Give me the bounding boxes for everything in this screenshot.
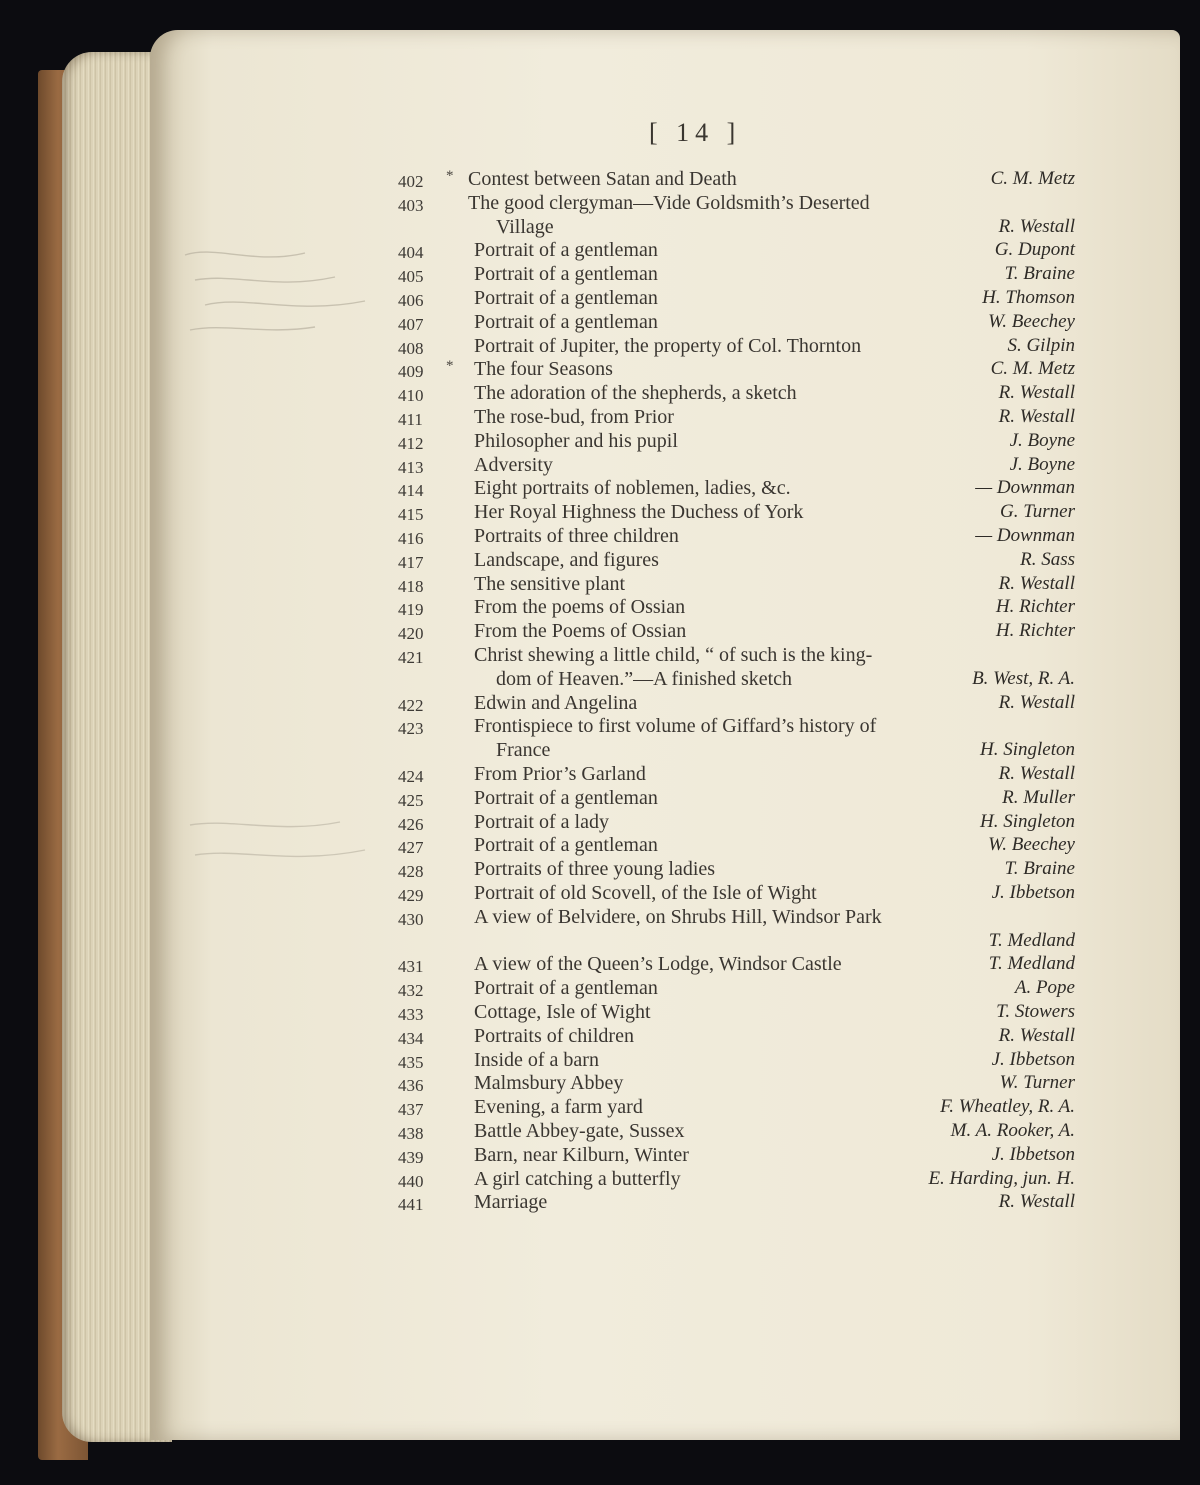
entry-title: Portrait of a gentleman [474, 239, 658, 262]
entry-title: A view of the Queen’s Lodge, Windsor Castle [474, 953, 842, 976]
entry-artist: R. Westall [998, 382, 1075, 404]
entry-number: 402 [398, 172, 424, 191]
entry-artist: T. Braine [1004, 858, 1075, 880]
entry-artist: R. Westall [998, 763, 1075, 784]
entry-artist: R. Muller [1002, 786, 1075, 808]
entry-artist: J. Ibbetson [991, 882, 1075, 903]
entry-title: Cottage, Isle of Wight [474, 1001, 651, 1023]
entry-artist: R. Westall [998, 1191, 1075, 1213]
entry-row [0, 1168, 1200, 1192]
entry-row [0, 715, 1200, 762]
entry-title-continued: Village [496, 215, 554, 238]
entry-artist: R. Westall [998, 691, 1075, 713]
entry-number: 419 [398, 600, 424, 620]
entry-title: Evening, a farm yard [474, 1096, 643, 1119]
entry-number: 426 [398, 814, 424, 834]
entry-number: 421 [398, 648, 424, 667]
entry-artist: — Downman [975, 525, 1075, 546]
entry-row [0, 811, 1200, 835]
entry-row [0, 287, 1200, 311]
entry-number: 431 [398, 957, 424, 977]
entry-title: Portrait of a lady [474, 810, 609, 833]
entry-row [0, 239, 1200, 263]
entry-artist: R. Sass [1020, 548, 1075, 570]
entry-number: 434 [398, 1028, 424, 1048]
entry-number: 405 [398, 267, 424, 287]
entry-artist: F. Wheatley, R. A. [940, 1096, 1075, 1118]
entry-number: 432 [398, 981, 424, 1001]
entry-artist: H. Thomson [982, 287, 1075, 308]
entry-artist: T. Braine [1004, 263, 1075, 285]
entry-title: Barn, near Kilburn, Winter [474, 1143, 689, 1166]
entry-number: 411 [398, 410, 423, 429]
entry-artist: R. Westall [998, 406, 1075, 427]
entry-number: 406 [398, 291, 424, 310]
entry-number: 440 [398, 1171, 424, 1191]
entry-row [0, 477, 1200, 501]
entry-number: 430 [398, 909, 424, 929]
entry-artist: M. A. Rooker, A. [950, 1120, 1075, 1141]
entry-row [0, 382, 1200, 406]
entry-title: Marriage [474, 1191, 548, 1214]
entry-row [0, 1025, 1200, 1049]
entry-title: Portraits of three children [474, 525, 679, 547]
entry-number: 424 [398, 767, 424, 786]
entry-artist: J. Boyne [1009, 453, 1075, 475]
entry-artist: W. Turner [999, 1072, 1075, 1094]
entry-title: From the Poems of Ossian [474, 620, 687, 643]
entry-row [0, 1120, 1200, 1144]
entry-row [0, 311, 1200, 335]
entry-artist: G. Dupont [994, 239, 1075, 261]
entry-artist: H. Richter [995, 620, 1075, 642]
entry-row [0, 596, 1200, 620]
entry-artist: A. Pope [1014, 977, 1075, 999]
entry-title: Inside of a barn [474, 1048, 599, 1071]
entry-title: Malmsbury Abbey [474, 1072, 624, 1095]
entry-number: 441 [398, 1195, 424, 1215]
entry-row [0, 191, 1200, 238]
entry-artist: T. Medland [988, 953, 1075, 975]
entry-title: A girl catching a butterfly [474, 1167, 681, 1190]
entry-artist: H. Singleton [980, 739, 1075, 761]
entry-row [0, 858, 1200, 882]
entry-artist: S. Gilpin [1007, 334, 1075, 356]
entry-row [0, 787, 1200, 811]
entry-number: 410 [398, 386, 424, 406]
entry-title: Portrait of old Scovell, of the Isle of Wight [474, 882, 817, 904]
entry-row [0, 430, 1200, 454]
entry-artist: G. Turner [1000, 501, 1075, 523]
entry-row [0, 644, 1200, 690]
entry-number: 418 [398, 576, 424, 596]
entry-title: The four Seasons [474, 358, 613, 381]
entry-title: Battle Abbey-gate, Sussex [474, 1120, 685, 1142]
entry-number: 437 [398, 1100, 424, 1120]
entry-title: Portrait of a gentleman [474, 786, 658, 809]
entry-row [0, 406, 1200, 430]
entry-artist: C. M. Metz [990, 168, 1075, 189]
entry-artist: J. Ibbetson [991, 1143, 1075, 1165]
entry-title: Portrait of a gentleman [474, 263, 658, 286]
entry-row [0, 525, 1200, 549]
entry-row [0, 953, 1200, 977]
entry-number: 403 [398, 195, 424, 215]
entry-title: Portrait of a gentleman [474, 310, 658, 333]
entry-artist: J. Boyne [1009, 429, 1075, 451]
entry-number: 433 [398, 1005, 424, 1024]
entry-artist: E. Harding, jun. H. [928, 1167, 1075, 1189]
entry-title: Contest between Satan and Death [468, 168, 737, 190]
entry-row [0, 834, 1200, 858]
entry-number: 420 [398, 624, 424, 644]
entry-title: Portrait of a gentleman [474, 287, 658, 309]
entry-number: 407 [398, 314, 424, 334]
entry-row [0, 905, 1200, 951]
entry-title: Christ shewing a little child, “ of such is the king- [474, 644, 873, 666]
entry-title: Eight portraits of noblemen, ladies, &c. [474, 477, 791, 500]
entry-artist: R. Westall [998, 1024, 1075, 1046]
entry-number: 413 [398, 457, 424, 477]
entry-row [0, 620, 1200, 644]
entry-row [0, 1096, 1200, 1120]
entry-row [0, 763, 1200, 787]
entry-artist: W. Beechey [988, 834, 1075, 856]
entry-row [0, 1072, 1200, 1096]
entry-title: Philosopher and his pupil [474, 429, 678, 452]
entry-title-continued: dom of Heaven.”—A finished sketch [496, 667, 793, 690]
entry-title: From the poems of Ossian [474, 596, 686, 619]
entry-number: 425 [398, 790, 424, 810]
page-number: [ 14 ] [649, 118, 742, 147]
entry-row [0, 882, 1200, 906]
entry-asterisk: * [446, 168, 454, 184]
entry-row [0, 1144, 1200, 1168]
entry-number: 436 [398, 1076, 424, 1096]
entry-title: Portraits of children [474, 1024, 634, 1047]
entry-title: Portraits of three young ladies [474, 858, 716, 881]
entry-row [0, 263, 1200, 287]
entry-row [0, 1049, 1200, 1073]
entry-title: The good clergyman—Vide Goldsmith’s Deserted [468, 191, 870, 214]
entry-artist: J. Ibbetson [991, 1048, 1075, 1070]
entry-number: 408 [398, 338, 424, 358]
entry-title-continued: France [496, 739, 551, 762]
entry-title: From Prior’s Garland [474, 763, 646, 785]
entry-number: 412 [398, 433, 424, 453]
entry-title: Edwin and Angelina [474, 691, 638, 714]
entry-title: Portrait of a gentleman [474, 977, 658, 1000]
entry-number: 438 [398, 1124, 424, 1143]
entry-title: The adoration of the shepherds, a sketch [474, 382, 797, 405]
entry-number: 416 [398, 529, 424, 548]
entry-title: A view of Belvidere, on Shrubs Hill, Windsor Park [474, 905, 882, 928]
entry-row [0, 358, 1200, 382]
entry-title: The sensitive plant [474, 572, 626, 595]
entry-artist: B. West, R. A. [972, 667, 1075, 689]
entry-number: 422 [398, 695, 424, 715]
entry-row [0, 1191, 1200, 1215]
entry-number: 429 [398, 886, 424, 905]
entry-title: Her Royal Highness the Duchess of York [474, 501, 804, 524]
entry-artist: — Downman [975, 477, 1075, 499]
entry-artist: H. Singleton [980, 810, 1075, 832]
entry-artist: H. Richter [995, 596, 1075, 618]
entry-row [0, 549, 1200, 573]
entry-asterisk: * [446, 358, 454, 375]
entry-number: 435 [398, 1052, 424, 1072]
entry-artist: R. Westall [998, 215, 1075, 237]
entry-row [0, 501, 1200, 525]
entry-row [0, 1001, 1200, 1025]
entry-number: 428 [398, 862, 424, 882]
entry-artist: W. Beechey [988, 310, 1075, 332]
entry-number: 427 [398, 838, 424, 858]
entry-title: Adversity [474, 453, 553, 476]
entry-row [0, 454, 1200, 478]
entry-row [0, 692, 1200, 716]
entry-row [0, 335, 1200, 359]
entry-title: Landscape, and figures [474, 548, 659, 571]
entry-artist: T. Medland [988, 929, 1075, 951]
entry-title: Portrait of Jupiter, the property of Col. Thornton [474, 334, 862, 357]
entry-number: 417 [398, 552, 424, 572]
entry-number: 415 [398, 505, 424, 525]
entry-artist: R. Westall [998, 572, 1075, 594]
entry-number: 414 [398, 481, 424, 501]
entry-artist: T. Stowers [996, 1001, 1075, 1022]
entry-row [0, 977, 1200, 1001]
entry-artist: C. M. Metz [990, 358, 1075, 380]
entry-number: 404 [398, 243, 424, 263]
entry-number: 423 [398, 719, 424, 739]
entry-title: Portrait of a gentleman [474, 834, 658, 857]
entry-number: 409 [398, 362, 424, 382]
entry-title: Frontispiece to first volume of Giffard’s history of [474, 715, 877, 738]
entry-row [0, 573, 1200, 597]
entry-title: The rose-bud, from Prior [474, 406, 674, 428]
entry-number: 439 [398, 1147, 424, 1167]
entry-row [0, 168, 1200, 192]
